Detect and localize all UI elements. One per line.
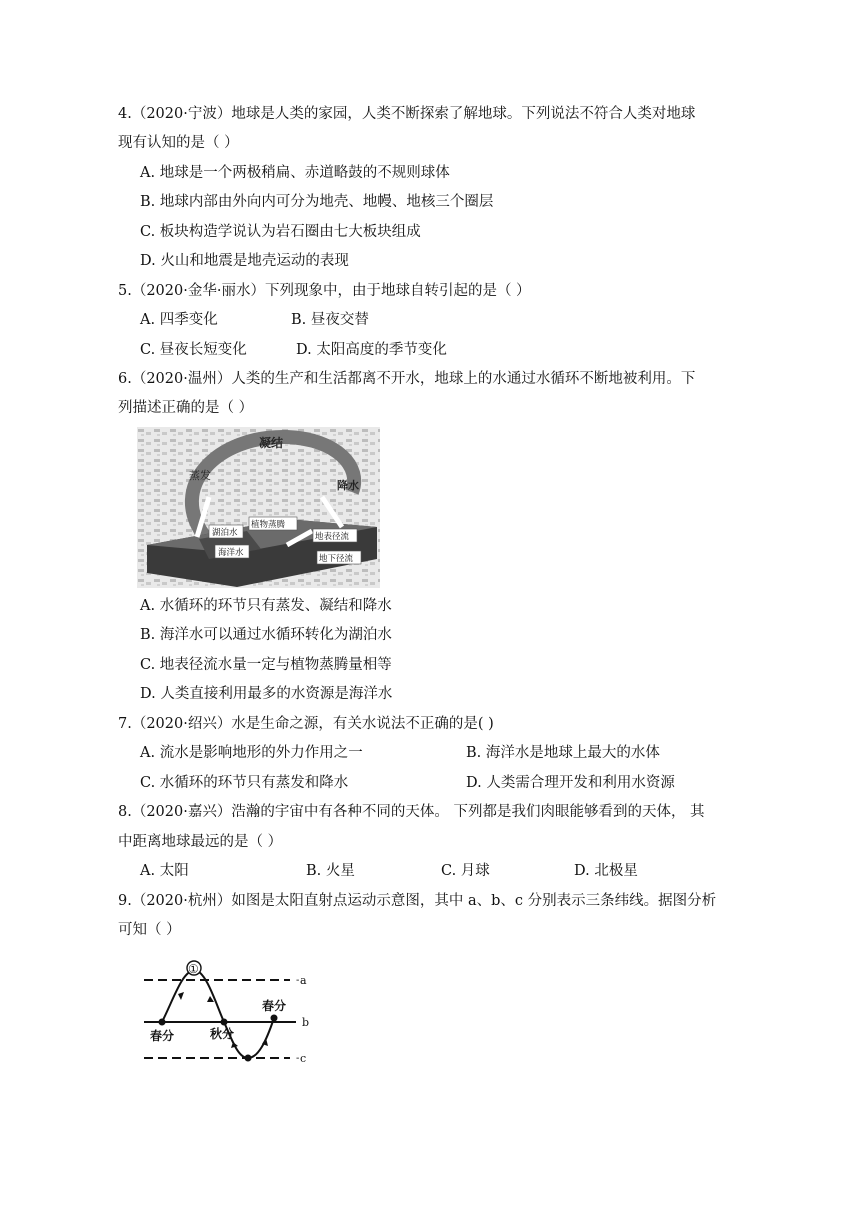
- label-spring-equinox-2: 春分: [262, 999, 287, 1013]
- label-autumn-equinox: 秋分: [210, 1027, 235, 1041]
- q4-option-c: C. 板块构造学说认为岩石圈由七大板块组成: [140, 224, 421, 240]
- label-b: b: [302, 1016, 310, 1029]
- q5-stem: 5.（2020·金华·丽水）下列现象中，由于地球自转引起的是（ ）: [118, 283, 531, 299]
- q9-stem-line1: 9.（2020·杭州）如图是太阳直射点运动示意图，其中 a、b、c 分别表示三条纬线。据图分析: [118, 893, 717, 909]
- q7-option-a: A. 流水是影响地形的外力作用之一: [140, 745, 363, 761]
- label-evaporate: 蒸发: [189, 469, 211, 482]
- label-surface-runoff: 地表径流: [315, 532, 350, 542]
- q5-option-b: B. 昼夜交替: [291, 312, 369, 328]
- label-underground-runoff: 地下径流: [319, 554, 354, 564]
- q6-option-b: B. 海洋水可以通过水循环转化为湖泊水: [140, 627, 392, 643]
- q5-option-a: A. 四季变化: [140, 312, 218, 328]
- water-cycle-figure: [137, 427, 380, 588]
- q6-option-d: D. 人类直接利用最多的水资源是海洋水: [140, 686, 393, 702]
- label-transpire: 植物蒸腾: [251, 520, 286, 530]
- q6-stem-line2: 列描述正确的是（ ）: [118, 400, 254, 416]
- q4-stem-line1: 4.（2020·宁波）地球是人类的家园，人类不断探索了解地球。下列说法不符合人类对地球: [118, 106, 696, 122]
- q4-stem-line2: 现有认知的是（ ）: [118, 135, 239, 151]
- q6-option-c: C. 地表径流水量一定与植物蒸腾量相等: [140, 657, 392, 673]
- label-condense: 凝结: [259, 436, 284, 450]
- q7-stem: 7.（2020·绍兴）水是生命之源，有关水说法不正确的是( ): [118, 716, 494, 732]
- q8-stem-line1: 8.（2020·嘉兴）浩瀚的宇宙中有各种不同的天体。 下列都是我们肉眼能够看到的天体， 其: [118, 804, 705, 820]
- q4-option-a: A. 地球是一个两极稍扁、赤道略鼓的不规则球体: [140, 165, 450, 181]
- label-point-1: ①: [188, 962, 199, 976]
- svg-text:-: -: [296, 975, 300, 986]
- label-c: c: [300, 1052, 307, 1064]
- label-precip: 降水: [337, 479, 359, 492]
- subsolar-point-figure: [140, 958, 340, 1064]
- label-a: a: [300, 974, 307, 987]
- label-lake: 湖泊水: [212, 528, 238, 538]
- q8-option-d: D. 北极星: [574, 863, 638, 879]
- q8-option-c: C. 月球: [441, 863, 490, 879]
- q9-stem-line2: 可知（ ）: [118, 922, 181, 938]
- label-ocean: 海洋水: [218, 548, 244, 558]
- subsolar-curve: [162, 970, 274, 1058]
- svg-text:-: -: [296, 1053, 300, 1064]
- q7-option-c: C. 水循环的环节只有蒸发和降水: [140, 775, 349, 791]
- q7-option-d: D. 人类需合理开发和利用水资源: [466, 775, 675, 791]
- q7-option-b: B. 海洋水是地球上最大的水体: [466, 745, 660, 761]
- q8-stem-line2: 中距离地球最远的是（ ）: [118, 834, 283, 850]
- q4-option-d: D. 火山和地震是地壳运动的表现: [140, 253, 349, 269]
- q4-option-b: B. 地球内部由外向内可分为地壳、地幔、地核三个圈层: [140, 194, 494, 210]
- q8-option-b: B. 火星: [306, 863, 355, 879]
- q6-stem-line1: 6.（2020·温州）人类的生产和生活都离不开水，地球上的水通过水循环不断地被利用。下: [118, 371, 696, 387]
- q6-option-a: A. 水循环的环节只有蒸发、凝结和降水: [140, 598, 392, 614]
- q5-option-d: D. 太阳高度的季节变化: [296, 342, 447, 358]
- label-spring-equinox-1: 春分: [150, 1029, 175, 1043]
- q8-option-a: A. 太阳: [140, 863, 189, 879]
- q5-option-c: C. 昼夜长短变化: [140, 342, 247, 358]
